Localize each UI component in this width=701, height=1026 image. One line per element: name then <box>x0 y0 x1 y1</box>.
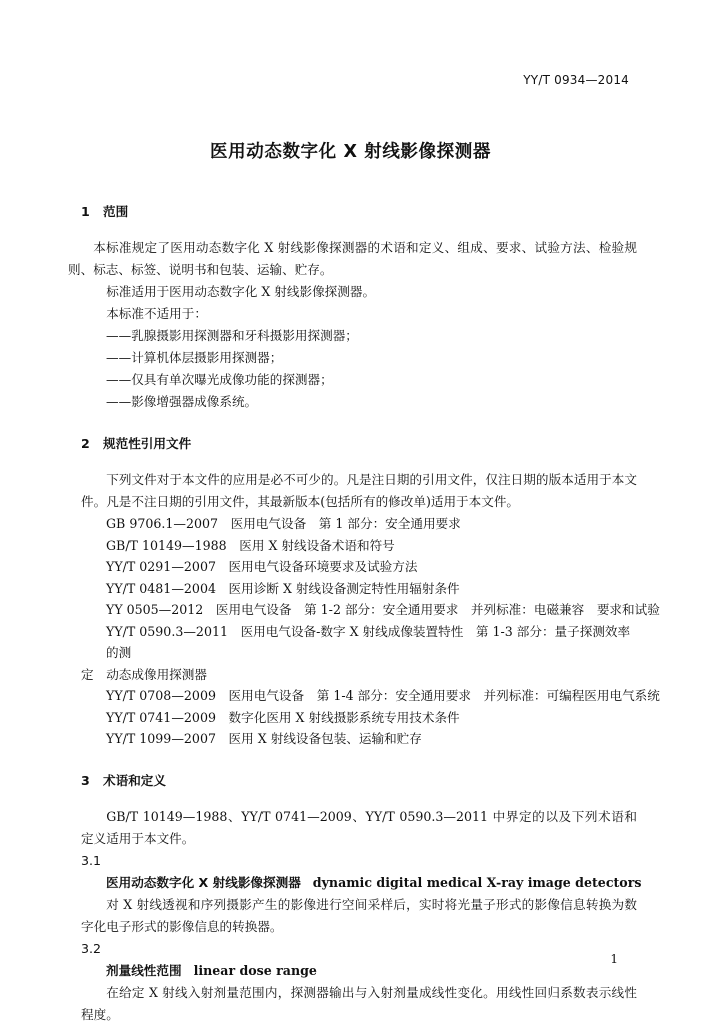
section-title: 术语和定义 <box>103 772 166 788</box>
paragraph: 本标准不适用于： <box>106 306 207 321</box>
list-item: ——影像增强器成像系统。 <box>106 394 258 409</box>
term-english: dynamic digital medical X-ray image detectors <box>312 874 642 890</box>
document-body <box>68 201 660 1026</box>
term-number: 3.2 <box>81 940 102 956</box>
term-definition: 在给定 X 射线入射剂量范围内，探测器输出与入射剂量成线性变化。用线性回归系数表示线性程度。 <box>81 984 637 1022</box>
section-heading-normative-references <box>81 433 637 455</box>
paragraph: 下列文件对于本文件的应用是必不可少的。凡是注日期的引用文件，仅注日期的版本适用于本文件。凡是不注日期的引用文件，其最新版本(包括所有的修改单)适用于本文件。 <box>81 472 637 509</box>
term-heading <box>81 872 642 894</box>
list-item: ——计算机体层摄影用探测器； <box>106 350 283 365</box>
reference-text: YY/T 0590.3—2011 医用电气设备-数字 X 射线成像装置特性 第 1-3 部分：量子探测效率的测 <box>106 623 631 660</box>
reference-text-continued: 定 动态成像用探测器 <box>81 666 207 682</box>
term-definition: 对 X 射线透视和序列摄影产生的影像进行空间采样后，实时将光量子形式的影像信息转换为数字化电子形式的影像信息的转换器。 <box>81 896 637 934</box>
paragraph: 标准适用于医用动态数字化 X 射线影像探测器。 <box>106 284 376 299</box>
section-title: 规范性引用文件 <box>103 436 192 451</box>
section-title: 范围 <box>103 204 129 219</box>
page-number: 1 <box>610 952 618 966</box>
reference-item: YY/T 0481—2004 医用诊断 X 射线设备测定特性用辐射条件 <box>106 580 460 596</box>
term-chinese: 医用动态数字化 X 射线影像探测器 <box>106 874 301 890</box>
standard-code: YY/T 0934—2014 <box>523 73 629 87</box>
reference-item: YY/T 0741—2009 数字化医用 X 射线摄影系统专用技术条件 <box>106 709 460 725</box>
reference-item: YY/T 0291—2007 医用电气设备环境要求及试验方法 <box>106 559 418 574</box>
reference-item <box>81 621 637 686</box>
reference-item: YY 0505—2012 医用电气设备 第 1-2 部分：安全通用要求 并列标准：电磁兼容 要求和试验 <box>106 602 660 617</box>
term-number: 3.1 <box>81 852 102 868</box>
term-chinese: 剂量线性范围 <box>106 962 182 978</box>
reference-item: GB/T 10149—1988 医用 X 射线设备术语和符号 <box>106 537 395 553</box>
list-item: ——仅具有单次曝光成像功能的探测器； <box>106 372 333 387</box>
section-number: 3 <box>81 772 90 788</box>
paragraph: 本标准规定了医用动态数字化 X 射线影像探测器的术语和定义、组成、要求、试验方法、检验规则、标志、标签、说明书和包装、运输、贮存。 <box>68 240 637 277</box>
reference-item: YY/T 1099—2007 医用 X 射线设备包装、运输和贮存 <box>106 731 422 746</box>
section-heading-terms-definitions <box>81 770 637 792</box>
list-item: ——乳腺摄影用探测器和牙科摄影用探测器； <box>106 328 358 343</box>
term-english: linear dose range <box>193 962 317 978</box>
paragraph: GB/T 10149—1988、YY/T 0741—2009、YY/T 0590.3—2011 中界定的以及下列术语和定义适用于本文件。 <box>81 808 637 846</box>
section-number: 2 <box>81 436 90 451</box>
reference-item: GB 9706.1—2007 医用电气设备 第 1 部分：安全通用要求 <box>106 516 461 531</box>
term-heading <box>81 960 637 982</box>
section-number: 1 <box>81 204 90 219</box>
reference-item: YY/T 0708—2009 医用电气设备 第 1-4 部分：安全通用要求 并列标准：可编程医用电气系统 <box>106 688 660 703</box>
document-title: 医用动态数字化 X 射线影像探测器 <box>210 142 491 162</box>
section-heading-scope <box>81 201 637 223</box>
